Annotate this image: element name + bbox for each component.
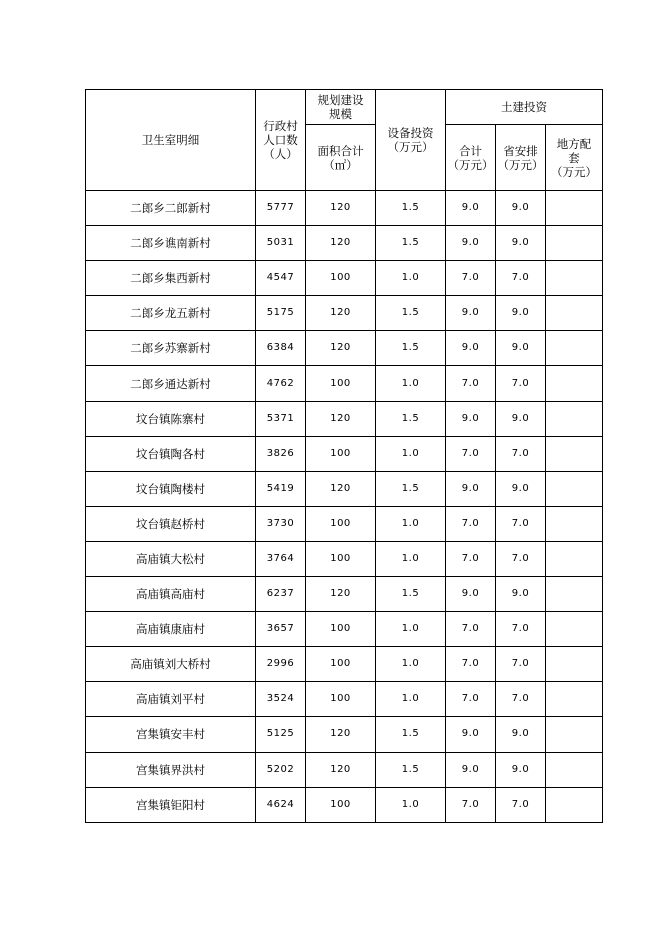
cell-provincial: 7.0 <box>496 647 546 682</box>
cell-total: 9.0 <box>446 577 496 612</box>
cell-local <box>546 717 603 752</box>
cell-total: 7.0 <box>446 647 496 682</box>
cell-area: 100 <box>306 366 376 401</box>
cell-name: 宫集镇钜阳村 <box>86 787 256 822</box>
cell-population: 4762 <box>256 366 306 401</box>
cell-local <box>546 261 603 296</box>
cell-total: 9.0 <box>446 717 496 752</box>
cell-provincial: 7.0 <box>496 436 546 471</box>
cell-provincial: 7.0 <box>496 506 546 541</box>
cell-provincial: 7.0 <box>496 366 546 401</box>
cell-area: 120 <box>306 752 376 787</box>
cell-equipment: 1.5 <box>376 752 446 787</box>
table-row <box>86 296 603 331</box>
cell-local <box>546 541 603 576</box>
cell-provincial: 9.0 <box>496 401 546 436</box>
cell-local <box>546 331 603 366</box>
cell-total: 9.0 <box>446 331 496 366</box>
cell-area: 100 <box>306 261 376 296</box>
cell-equipment: 1.5 <box>376 191 446 226</box>
cell-local <box>546 401 603 436</box>
cell-name: 二郎乡二郎新村 <box>86 191 256 226</box>
cell-name: 二郎乡谯南新村 <box>86 226 256 261</box>
cell-provincial: 9.0 <box>496 226 546 261</box>
cell-local <box>546 471 603 506</box>
cell-total: 7.0 <box>446 541 496 576</box>
table-row <box>86 717 603 752</box>
table-row <box>86 471 603 506</box>
table-row <box>86 787 603 822</box>
cell-name: 坟台镇陶各村 <box>86 436 256 471</box>
cell-area: 100 <box>306 506 376 541</box>
cell-total: 9.0 <box>446 471 496 506</box>
cell-total: 7.0 <box>446 436 496 471</box>
cell-population: 6237 <box>256 577 306 612</box>
cell-total: 7.0 <box>446 261 496 296</box>
cell-area: 100 <box>306 612 376 647</box>
cell-total: 7.0 <box>446 506 496 541</box>
cell-provincial: 7.0 <box>496 682 546 717</box>
cell-name: 高庙镇康庙村 <box>86 612 256 647</box>
table-row <box>86 752 603 787</box>
cell-population: 3524 <box>256 682 306 717</box>
cell-total: 7.0 <box>446 612 496 647</box>
cell-local <box>546 366 603 401</box>
cell-local <box>546 436 603 471</box>
table-row <box>86 647 603 682</box>
cell-name: 坟台镇陈寨村 <box>86 401 256 436</box>
header-provincial: 省安排 （万元） <box>496 125 546 191</box>
cell-total: 9.0 <box>446 401 496 436</box>
cell-population: 6384 <box>256 331 306 366</box>
cell-local <box>546 752 603 787</box>
cell-total: 9.0 <box>446 191 496 226</box>
cell-population: 3657 <box>256 612 306 647</box>
table-row <box>86 682 603 717</box>
table-header <box>86 90 603 191</box>
cell-equipment: 1.5 <box>376 401 446 436</box>
table-body <box>86 191 603 823</box>
cell-area: 120 <box>306 717 376 752</box>
cell-equipment: 1.5 <box>376 331 446 366</box>
cell-population: 5419 <box>256 471 306 506</box>
cell-equipment: 1.5 <box>376 717 446 752</box>
cell-total: 9.0 <box>446 752 496 787</box>
header-population: 行政村 人口数 （人） <box>256 90 306 191</box>
cell-provincial: 9.0 <box>496 296 546 331</box>
cell-total: 9.0 <box>446 226 496 261</box>
cell-area: 100 <box>306 787 376 822</box>
cell-provincial: 9.0 <box>496 331 546 366</box>
cell-area: 120 <box>306 226 376 261</box>
cell-equipment: 1.5 <box>376 577 446 612</box>
cell-provincial: 7.0 <box>496 612 546 647</box>
table-row <box>86 261 603 296</box>
table-row <box>86 436 603 471</box>
cell-name: 宫集镇安丰村 <box>86 717 256 752</box>
cell-local <box>546 226 603 261</box>
cell-local <box>546 682 603 717</box>
cell-equipment: 1.0 <box>376 682 446 717</box>
cell-area: 100 <box>306 436 376 471</box>
cell-equipment: 1.0 <box>376 506 446 541</box>
cell-provincial: 7.0 <box>496 261 546 296</box>
cell-equipment: 1.0 <box>376 787 446 822</box>
header-area: 面积合计 （㎡） <box>306 125 376 191</box>
cell-area: 120 <box>306 401 376 436</box>
cell-area: 120 <box>306 577 376 612</box>
cell-area: 100 <box>306 541 376 576</box>
cell-name: 高庙镇大松村 <box>86 541 256 576</box>
cell-provincial: 7.0 <box>496 541 546 576</box>
header-equipment: 设备投资 （万元） <box>376 90 446 191</box>
cell-area: 100 <box>306 682 376 717</box>
table-row <box>86 191 603 226</box>
cell-equipment: 1.5 <box>376 226 446 261</box>
cell-local <box>546 191 603 226</box>
cell-local <box>546 612 603 647</box>
cell-name: 高庙镇刘平村 <box>86 682 256 717</box>
cell-equipment: 1.0 <box>376 366 446 401</box>
cell-area: 120 <box>306 471 376 506</box>
cell-population: 5175 <box>256 296 306 331</box>
cell-provincial: 9.0 <box>496 471 546 506</box>
cell-local <box>546 647 603 682</box>
cell-name: 坟台镇赵桥村 <box>86 506 256 541</box>
table-row <box>86 366 603 401</box>
cell-provincial: 9.0 <box>496 577 546 612</box>
cell-population: 5777 <box>256 191 306 226</box>
cell-equipment: 1.0 <box>376 647 446 682</box>
header-scale-group: 规划建设 规模 <box>306 90 376 125</box>
cell-total: 7.0 <box>446 787 496 822</box>
header-total: 合计 （万元） <box>446 125 496 191</box>
cell-equipment: 1.0 <box>376 612 446 647</box>
cell-name: 二郎乡通达新村 <box>86 366 256 401</box>
table-row <box>86 331 603 366</box>
cell-area: 120 <box>306 296 376 331</box>
cell-population: 5125 <box>256 717 306 752</box>
table-row <box>86 226 603 261</box>
cell-equipment: 1.5 <box>376 471 446 506</box>
cell-total: 7.0 <box>446 366 496 401</box>
cell-local <box>546 577 603 612</box>
cell-name: 二郎乡龙五新村 <box>86 296 256 331</box>
cell-name: 二郎乡苏寨新村 <box>86 331 256 366</box>
header-construction-group: 土建投资 <box>446 90 603 125</box>
table-row <box>86 577 603 612</box>
cell-population: 4624 <box>256 787 306 822</box>
cell-population: 3730 <box>256 506 306 541</box>
table-row <box>86 612 603 647</box>
cell-local <box>546 787 603 822</box>
cell-population: 2996 <box>256 647 306 682</box>
cell-area: 120 <box>306 191 376 226</box>
cell-name: 高庙镇刘大桥村 <box>86 647 256 682</box>
header-name: 卫生室明细 <box>86 90 256 191</box>
cell-equipment: 1.0 <box>376 541 446 576</box>
cell-provincial: 7.0 <box>496 787 546 822</box>
cell-name: 高庙镇高庙村 <box>86 577 256 612</box>
table-row <box>86 541 603 576</box>
cell-name: 二郎乡集西新村 <box>86 261 256 296</box>
cell-area: 100 <box>306 647 376 682</box>
cell-provincial: 9.0 <box>496 752 546 787</box>
table-row <box>86 401 603 436</box>
cell-equipment: 1.0 <box>376 436 446 471</box>
cell-population: 5371 <box>256 401 306 436</box>
cell-name: 宫集镇界洪村 <box>86 752 256 787</box>
header-local: 地方配 套 （万元） <box>546 125 603 191</box>
cell-provincial: 9.0 <box>496 191 546 226</box>
clinic-investment-table <box>85 89 603 823</box>
cell-equipment: 1.5 <box>376 296 446 331</box>
cell-local <box>546 506 603 541</box>
cell-total: 7.0 <box>446 682 496 717</box>
cell-population: 3826 <box>256 436 306 471</box>
cell-total: 9.0 <box>446 296 496 331</box>
cell-population: 4547 <box>256 261 306 296</box>
table-row <box>86 506 603 541</box>
cell-population: 5202 <box>256 752 306 787</box>
cell-local <box>546 296 603 331</box>
cell-population: 5031 <box>256 226 306 261</box>
cell-provincial: 9.0 <box>496 717 546 752</box>
cell-equipment: 1.0 <box>376 261 446 296</box>
cell-area: 120 <box>306 331 376 366</box>
cell-name: 坟台镇陶楼村 <box>86 471 256 506</box>
cell-population: 3764 <box>256 541 306 576</box>
